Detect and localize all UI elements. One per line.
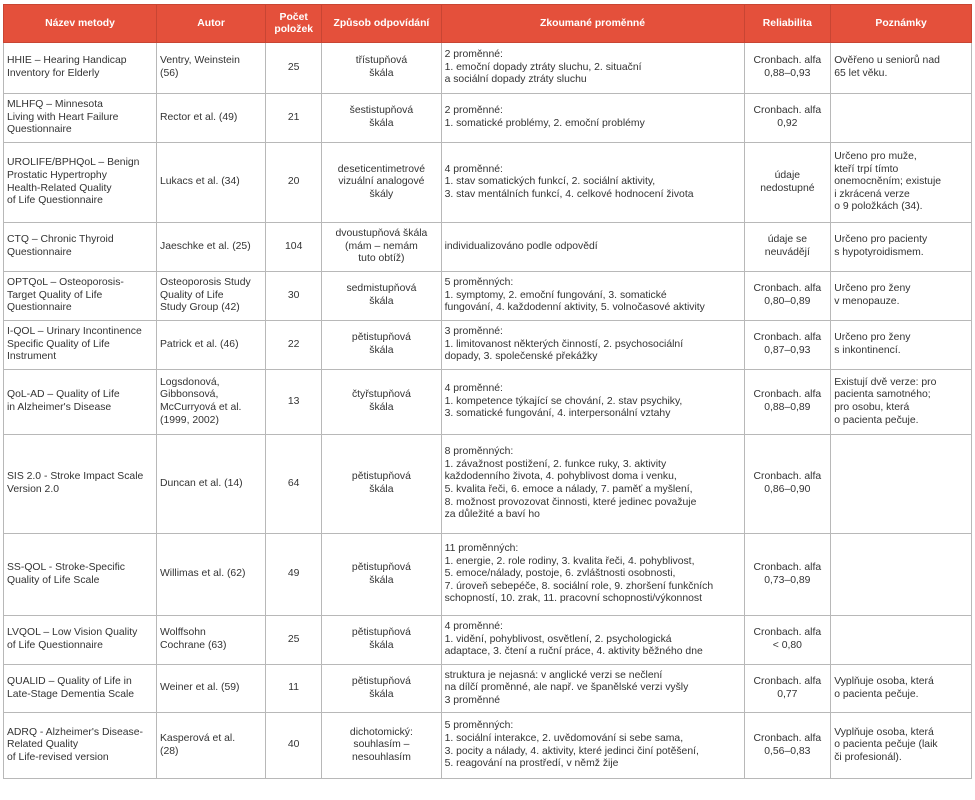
author-cell: Osteoporosis Study Quality of Life Study Group (42) — [157, 272, 266, 321]
response-cell: sedmistupňová škála — [322, 272, 441, 321]
method-cell: ADRQ - Alzheimer's Disease- Related Quality of Life-revised version — [4, 713, 157, 779]
items-cell: 64 — [266, 435, 322, 534]
response-cell: pětistupňová škála — [322, 665, 441, 713]
table-row — [4, 713, 972, 779]
notes-cell — [831, 94, 972, 143]
response-cell: pětistupňová škála — [322, 616, 441, 665]
author-cell: Wolffsohn Cochrane (63) — [157, 616, 266, 665]
table-row — [4, 94, 972, 143]
notes-cell — [831, 534, 972, 616]
variables-cell: 2 proměnné: 1. emoční dopady ztráty sluchu, 2. situační a sociální dopady ztráty sluchu — [441, 43, 744, 94]
notes-cell: Vyplňuje osoba, která o pacienta pečuje (laik či profesionál). — [831, 713, 972, 779]
method-cell: LVQOL – Low Vision Quality of Life Questionnaire — [4, 616, 157, 665]
notes-cell: Určeno pro muže, kteří trpí tímto onemocněním; existuje i zkrácená verze o 9 položkách (34). — [831, 143, 972, 223]
reliability-cell: Cronbach. alfa 0,92 — [744, 94, 831, 143]
notes-cell — [831, 616, 972, 665]
variables-cell: 8 proměnných: 1. závažnost postižení, 2. funkce ruky, 3. aktivity každodenního života, 4. pohyblivost doma i venku, 5. kvalita řeči, 6. emoce a nálady, 7. paměť a myšlení, 8. možnost provozovat činnosti, které jedinec považuje za důležité a baví ho — [441, 435, 744, 534]
notes-cell: Určeno pro pacienty s hypotyroidismem. — [831, 223, 972, 272]
items-cell: 25 — [266, 43, 322, 94]
table-row — [4, 435, 972, 534]
header-method: Název metody — [4, 5, 157, 43]
reliability-cell: Cronbach. alfa 0,88–0,93 — [744, 43, 831, 94]
notes-cell: Existují dvě verze: pro pacienta samotného; pro osobu, která o pacienta pečuje. — [831, 370, 972, 435]
author-cell: Willimas et al. (62) — [157, 534, 266, 616]
items-cell: 22 — [266, 321, 322, 370]
table-row — [4, 321, 972, 370]
author-cell: Ventry, Weinstein (56) — [157, 43, 266, 94]
response-cell: dichotomický: souhlasím – nesouhlasím — [322, 713, 441, 779]
author-cell: Jaeschke et al. (25) — [157, 223, 266, 272]
author-cell: Weiner et al. (59) — [157, 665, 266, 713]
notes-cell: Určeno pro ženy v menopauze. — [831, 272, 972, 321]
table-row — [4, 43, 972, 94]
header-row — [4, 5, 972, 43]
response-cell: třístupňová škála — [322, 43, 441, 94]
reliability-cell: údaje nedostupné — [744, 143, 831, 223]
table-row — [4, 665, 972, 713]
items-cell: 11 — [266, 665, 322, 713]
variables-cell: 5 proměnných: 1. sociální interakce, 2. uvědomování si sebe sama, 3. pocity a nálady, 4. aktivity, které jedinci činí potěšení, 5. reagování na prostředí, v němž žije — [441, 713, 744, 779]
table-row — [4, 143, 972, 223]
method-cell: SS-QOL - Stroke-Specific Quality of Life Scale — [4, 534, 157, 616]
reliability-cell: Cronbach. alfa 0,80–0,89 — [744, 272, 831, 321]
methods-table — [3, 4, 972, 779]
variables-cell: individualizováno podle odpovědí — [441, 223, 744, 272]
response-cell: dvoustupňová škála (mám – nemám tuto obtíž) — [322, 223, 441, 272]
method-cell: OPTQoL – Osteoporosis- Target Quality of Life Questionnaire — [4, 272, 157, 321]
method-cell: HHIE – Hearing Handicap Inventory for Elderly — [4, 43, 157, 94]
notes-cell: Ověřeno u seniorů nad 65 let věku. — [831, 43, 972, 94]
reliability-cell: Cronbach. alfa < 0,80 — [744, 616, 831, 665]
table-row — [4, 534, 972, 616]
author-cell: Lukacs et al. (34) — [157, 143, 266, 223]
method-cell: UROLIFE/BPHQoL – Benign Prostatic Hypertrophy Health-Related Quality of Life Questionnaire — [4, 143, 157, 223]
items-cell: 20 — [266, 143, 322, 223]
table-row — [4, 223, 972, 272]
variables-cell: 5 proměnných: 1. symptomy, 2. emoční fungování, 3. somatické fungování, 4. každodenní aktivity, 5. volnočasové aktivity — [441, 272, 744, 321]
notes-cell — [831, 435, 972, 534]
header-reliability: Reliabilita — [744, 5, 831, 43]
variables-cell: 4 proměnné: 1. vidění, pohyblivost, osvětlení, 2. psychologická adaptace, 3. čtení a ruční práce, 4. aktivity běžného dne — [441, 616, 744, 665]
author-cell: Logsdonová, Gibbonsová, McCurryová et al. (1999, 2002) — [157, 370, 266, 435]
author-cell: Kasperová et al. (28) — [157, 713, 266, 779]
reliability-cell: Cronbach. alfa 0,56–0,83 — [744, 713, 831, 779]
reliability-cell: Cronbach. alfa 0,77 — [744, 665, 831, 713]
notes-cell: Vyplňuje osoba, která o pacienta pečuje. — [831, 665, 972, 713]
table-body — [4, 43, 972, 779]
response-cell: pětistupňová škála — [322, 321, 441, 370]
variables-cell: 2 proměnné: 1. somatické problémy, 2. emoční problémy — [441, 94, 744, 143]
variables-cell: 3 proměnné: 1. limitovanost některých činností, 2. psychosociální dopady, 3. společenské překážky — [441, 321, 744, 370]
header-response: Způsob odpovídání — [322, 5, 441, 43]
variables-cell: 4 proměnné: 1. kompetence týkající se chování, 2. stav psychiky, 3. somatické fungování, 4. interpersonální vztahy — [441, 370, 744, 435]
header-notes: Poznámky — [831, 5, 972, 43]
items-cell: 40 — [266, 713, 322, 779]
table-row — [4, 370, 972, 435]
table-row — [4, 616, 972, 665]
reliability-cell: údaje se neuvádějí — [744, 223, 831, 272]
items-cell: 21 — [266, 94, 322, 143]
header-items: Počet položek — [266, 5, 322, 43]
method-cell: CTQ – Chronic Thyroid Questionnaire — [4, 223, 157, 272]
author-cell: Rector et al. (49) — [157, 94, 266, 143]
response-cell: pětistupňová škála — [322, 435, 441, 534]
items-cell: 49 — [266, 534, 322, 616]
reliability-cell: Cronbach. alfa 0,88–0,89 — [744, 370, 831, 435]
items-cell: 25 — [266, 616, 322, 665]
response-cell: deseticentimetrové vizuální analogové škály — [322, 143, 441, 223]
table-row — [4, 272, 972, 321]
variables-cell: 11 proměnných: 1. energie, 2. role rodiny, 3. kvalita řeči, 4. pohyblivost, 5. emoce/nálady, postoje, 6. zvláštnosti osobnosti, 7. úroveň sebepéče, 8. sociální role, 9. zhoršení funkčních schopností, 10. zrak, 11. pracovní schopnosti/výkonnost — [441, 534, 744, 616]
method-cell: QoL-AD – Quality of Life in Alzheimer's Disease — [4, 370, 157, 435]
reliability-cell: Cronbach. alfa 0,73–0,89 — [744, 534, 831, 616]
variables-cell: 4 proměnné: 1. stav somatických funkcí, 2. sociální aktivity, 3. stav mentálních funkcí, 4. celkové hodnocení života — [441, 143, 744, 223]
method-cell: SIS 2.0 - Stroke Impact Scale Version 2.0 — [4, 435, 157, 534]
method-cell: QUALID – Quality of Life in Late-Stage Dementia Scale — [4, 665, 157, 713]
notes-cell: Určeno pro ženy s inkontinencí. — [831, 321, 972, 370]
method-cell: MLHFQ – Minnesota Living with Heart Failure Questionnaire — [4, 94, 157, 143]
header-variables: Zkoumané proměnné — [441, 5, 744, 43]
items-cell: 13 — [266, 370, 322, 435]
items-cell: 30 — [266, 272, 322, 321]
response-cell: čtyřstupňová škála — [322, 370, 441, 435]
method-cell: I-QOL – Urinary Incontinence Specific Quality of Life Instrument — [4, 321, 157, 370]
reliability-cell: Cronbach. alfa 0,86–0,90 — [744, 435, 831, 534]
header-author: Autor — [157, 5, 266, 43]
response-cell: šestistupňová škála — [322, 94, 441, 143]
response-cell: pětistupňová škála — [322, 534, 441, 616]
author-cell: Duncan et al. (14) — [157, 435, 266, 534]
reliability-cell: Cronbach. alfa 0,87–0,93 — [744, 321, 831, 370]
author-cell: Patrick et al. (46) — [157, 321, 266, 370]
variables-cell: struktura je nejasná: v anglické verzi se nečlení na dílčí proměnné, ale např. ve španělské verzi vyšly 3 proměnné — [441, 665, 744, 713]
items-cell: 104 — [266, 223, 322, 272]
